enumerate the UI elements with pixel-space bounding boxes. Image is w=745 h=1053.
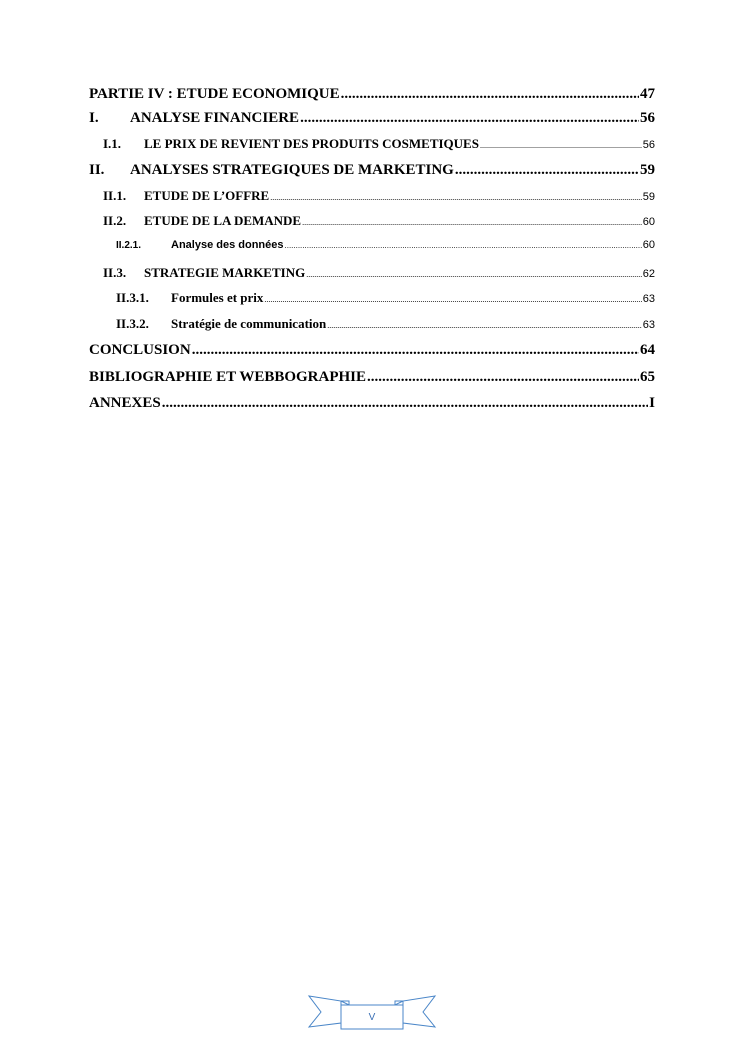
toc-entry[interactable] xyxy=(89,86,655,110)
toc-entry-number: II.2.1. xyxy=(116,240,142,251)
toc-entry[interactable] xyxy=(89,369,655,395)
toc-entry-title: Formules et prix xyxy=(171,290,264,305)
toc-entry-number: II.1. xyxy=(103,188,127,203)
toc-entry[interactable] xyxy=(89,136,655,162)
toc-entry-page: 62 xyxy=(642,268,655,280)
toc-entry[interactable] xyxy=(89,395,655,421)
toc-leader-dots xyxy=(306,270,642,279)
toc-entry-page: 65 xyxy=(640,369,655,385)
toc-leader-dots xyxy=(302,218,642,227)
toc-entry[interactable] xyxy=(89,265,655,290)
toc-leader-dots xyxy=(162,395,648,412)
toc-entry[interactable] xyxy=(89,213,655,239)
toc-entry-page: 63 xyxy=(642,319,655,331)
toc-entry[interactable] xyxy=(89,342,655,369)
toc-leader-dots xyxy=(300,110,639,127)
toc-entry-page: 64 xyxy=(640,342,655,358)
toc-entry-number: II. xyxy=(89,162,105,178)
toc-leader-dots xyxy=(285,241,642,250)
page-number-ribbon xyxy=(307,993,437,1033)
toc-leader-dots xyxy=(264,295,641,304)
toc-leader-dots xyxy=(455,162,639,179)
toc-entry-page: 47 xyxy=(640,86,655,102)
toc-entry[interactable] xyxy=(89,239,655,265)
toc-entry-title: ETUDE DE LA DEMANDE xyxy=(144,213,302,228)
table-of-contents xyxy=(89,86,655,421)
toc-entry-title: ETUDE DE L’OFFRE xyxy=(144,188,270,203)
toc-entry-title: CONCLUSION xyxy=(89,342,191,358)
toc-entry-title: STRATEGIE MARKETING xyxy=(144,265,306,280)
toc-entry-page: 56 xyxy=(640,110,655,126)
toc-entry-title: ANALYSES STRATEGIQUES DE MARKETING xyxy=(130,162,454,178)
toc-entry-page: 60 xyxy=(642,216,655,228)
toc-entry-page: I xyxy=(649,395,655,411)
toc-entry[interactable] xyxy=(89,110,655,136)
toc-leader-dots xyxy=(327,321,641,330)
toc-entry-page: 59 xyxy=(640,162,655,178)
toc-entry[interactable] xyxy=(89,290,655,316)
toc-leader-dots xyxy=(480,141,642,150)
toc-entry[interactable] xyxy=(89,188,655,213)
toc-leader-dots xyxy=(367,369,639,386)
toc-entry-number: II.3.2. xyxy=(116,316,149,331)
toc-leader-dots xyxy=(192,342,639,359)
toc-entry-number: I.1. xyxy=(103,136,122,151)
toc-leader-dots xyxy=(341,86,639,103)
toc-entry-page: 56 xyxy=(642,139,655,151)
toc-entry-page: 59 xyxy=(642,191,655,203)
toc-entry-number: II.2. xyxy=(103,213,127,228)
toc-entry-title: PARTIE IV : ETUDE ECONOMIQUE xyxy=(89,86,340,102)
page-number: V xyxy=(368,1012,376,1023)
toc-entry-number: II.3.1. xyxy=(116,290,149,305)
toc-entry-title: ANNEXES xyxy=(89,395,161,411)
toc-entry-title: BIBLIOGRAPHIE ET WEBBOGRAPHIE xyxy=(89,369,367,385)
toc-entry-number: II.3. xyxy=(103,265,127,280)
toc-entry-page: 63 xyxy=(642,293,655,305)
toc-entry-title: Analyse des données xyxy=(171,239,284,251)
toc-leader-dots xyxy=(270,193,642,202)
toc-entry[interactable] xyxy=(89,162,655,188)
toc-entry[interactable] xyxy=(89,316,655,342)
toc-entry-number: I. xyxy=(89,110,99,126)
toc-entry-title: Stratégie de communication xyxy=(171,316,327,331)
toc-entry-title: LE PRIX DE REVIENT DES PRODUITS COSMETIQUES xyxy=(144,136,479,151)
toc-entry-title: ANALYSE FINANCIERE xyxy=(130,110,300,126)
toc-entry-page: 60 xyxy=(642,239,655,251)
